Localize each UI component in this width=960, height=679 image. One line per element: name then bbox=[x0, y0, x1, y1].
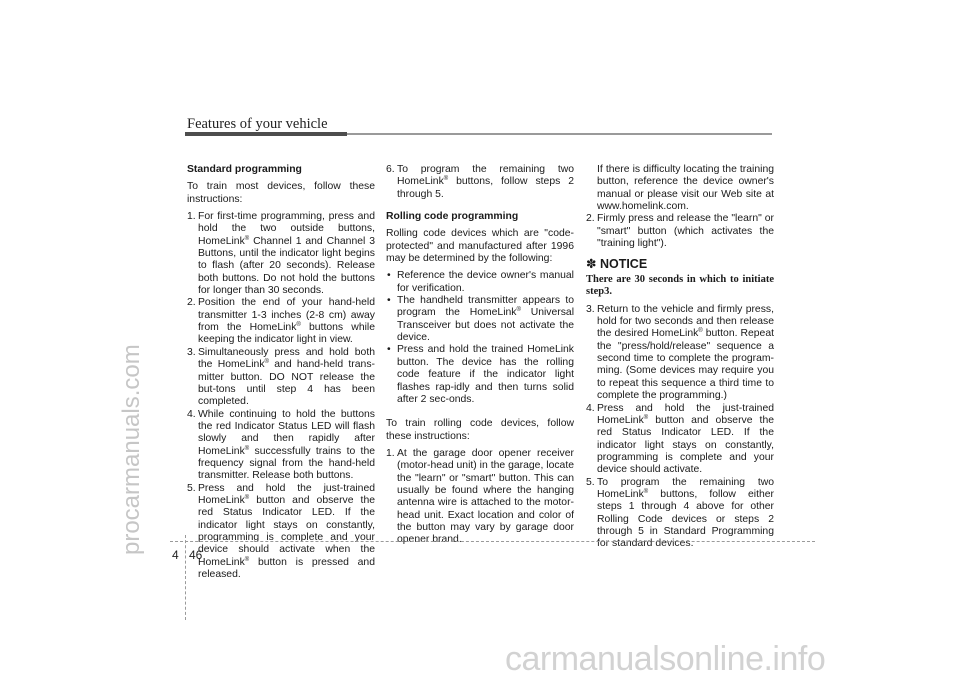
step-item: 1. At the garage door opener receiver (motor-head unit) in the garage, locate the "learn" or "smart" button. This can usually be found where the hanging antenna wire is attached to the motor-head unit. Exact location and color of the button may vary by garage door opener brand. bbox=[386, 447, 574, 546]
heading-standard-programming: Standard programming bbox=[187, 164, 302, 175]
step-item: 4. Press and hold the just-trained HomeLink® button and observe the red Status Indicator LED. If the indicator light stays on constantly, programming is complete and your device should activate. bbox=[586, 402, 774, 476]
step-item: 1. For first-time programming, press and hold the two outside buttons, HomeLink® Channel 1 and Channel 3 Buttons, until the indicator light begins to flash (after 20 seconds). Release both buttons. Do not hold the buttons for longer than 30 seconds. bbox=[187, 211, 375, 297]
bullet-item: • The handheld transmitter appears to program the HomeLink® Universal Transceiver but does not activate the device. bbox=[387, 295, 574, 344]
rolling-steps-list bbox=[586, 304, 774, 551]
column-1 bbox=[187, 164, 375, 586]
step-item: 2. Firmly press and release the "learn" or "smart" button (which activates the "training light"). bbox=[586, 213, 774, 250]
notice-title: ✽ NOTICE bbox=[586, 257, 648, 272]
bullet-item: • Reference the device owner's manual for verification. bbox=[387, 270, 574, 294]
notice-text: There are 30 seconds in which to initiate step3. bbox=[586, 273, 774, 298]
standard-steps-list bbox=[187, 211, 375, 581]
step-item: 6. To program the remaining two HomeLink® buttons, follow steps 2 through 5. bbox=[386, 164, 574, 200]
rolling-step-2 bbox=[586, 213, 774, 250]
column-3 bbox=[586, 164, 774, 556]
footer-vertical-separator bbox=[185, 535, 186, 620]
header-bar-light bbox=[347, 133, 772, 135]
watermark-procarmanuals: procarmanuals.com bbox=[118, 344, 145, 555]
header-bar-dark bbox=[185, 132, 347, 136]
step-item: 3. Simultaneously press and hold both the HomeLink® and hand-held trans-mitter button. DO NOT release the but-tons until step 4 has been completed. bbox=[187, 346, 375, 408]
step-item: 4. While continuing to hold the buttons the red Indicator Status LED will flash slowly and then rapidly after HomeLink® successfully trains to the frequency signal from the hand-held transmitter. Release both buttons. bbox=[187, 408, 375, 482]
bullet-item: • Press and hold the trained HomeLink button. The device has the rolling code feature if the indicator light flashes rap-idly and then turns solid after 2 sec-onds. bbox=[387, 344, 574, 405]
step-item: 3. Return to the vehicle and firmly press, hold for two seconds and then release the desired HomeLink® button. Repeat the "press/hold/release" sequence a second time to complete the program-ming. (Some devices may require you to repeat this sequence a third time to complete the programming.) bbox=[586, 303, 774, 402]
step-item: 5. Press and hold the just-trained HomeLink® button and observe the red Status Indicator LED. If the indicator light stays on constantly, programming is complete and your device should activate when the HomeLink® button is pressed and released. bbox=[187, 482, 375, 580]
step-1-continuation: If there is difficulty locating the training button, reference the device owner's manual or please visit our Web site at www.homelink.com. bbox=[597, 164, 774, 213]
rolling-bullets bbox=[386, 270, 574, 406]
page-number: 46 bbox=[189, 548, 203, 562]
rolling-intro: Rolling code devices which are "code-protected" and manufactured after 1996 may be determined by the following: bbox=[386, 228, 574, 265]
rolling-step-1 bbox=[386, 448, 574, 547]
step-6-list bbox=[386, 164, 574, 201]
intro-paragraph: To train most devices, follow these instructions: bbox=[187, 181, 375, 205]
chapter-number: 4 bbox=[172, 548, 179, 562]
watermark-carmanualsonline: carmanualsonline.info bbox=[505, 640, 826, 678]
step-item: 2. Position the end of your hand-held transmitter 1-3 inches (2-8 cm) away from the HomeLink® buttons while keeping the indicator light in view. bbox=[187, 297, 375, 346]
step-item: 5. To program the remaining two HomeLink® buttons, follow either steps 1 through 4 above for other Rolling Code devices or steps 2 through 5 in Standard Programming for standard devices. bbox=[586, 476, 774, 550]
section-title: Features of your vehicle bbox=[187, 116, 328, 132]
train-intro: To train rolling code devices, follow these instructions: bbox=[386, 418, 574, 442]
column-2 bbox=[386, 164, 574, 552]
footer-separator bbox=[170, 541, 815, 542]
heading-rolling-code: Rolling code programming bbox=[386, 211, 519, 223]
